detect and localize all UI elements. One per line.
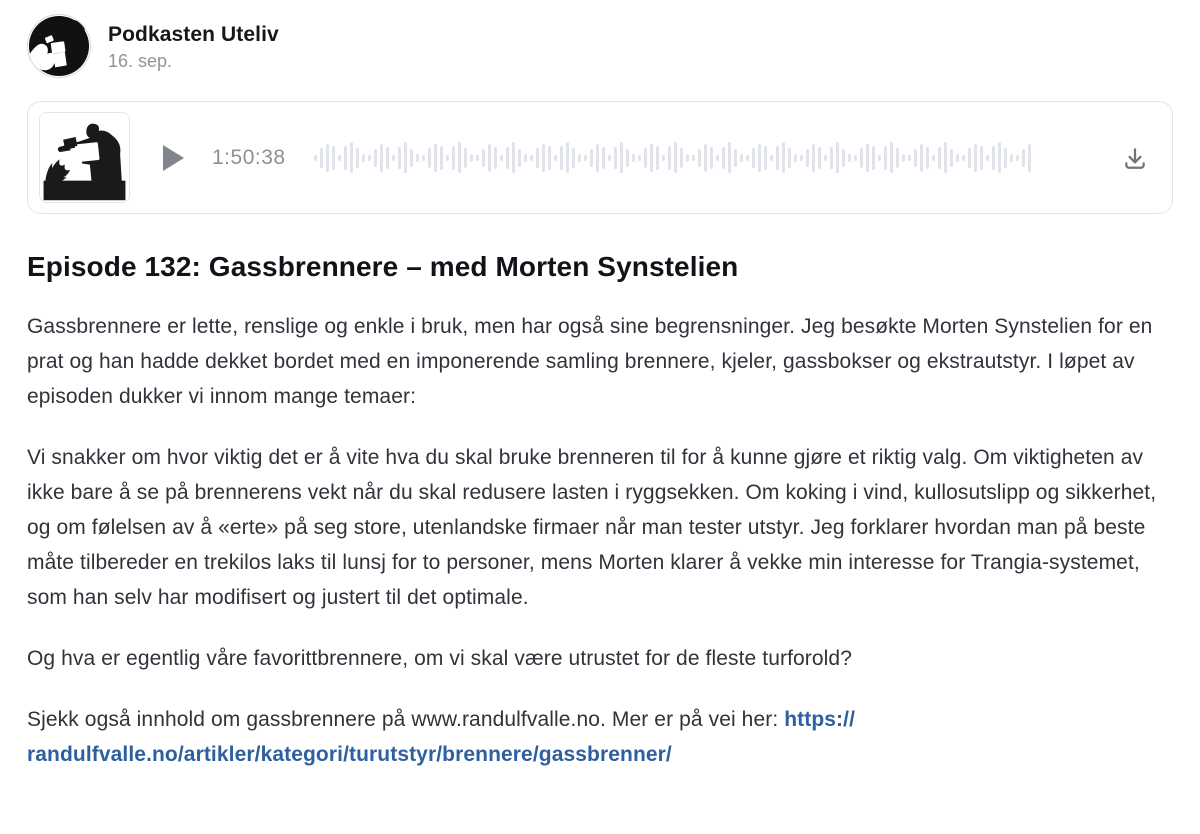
play-triangle-icon — [161, 144, 185, 172]
channel-avatar[interactable] — [27, 14, 91, 78]
channel-logo-icon — [28, 15, 90, 77]
post-header-text — [108, 21, 279, 72]
episode-title: Episode 132: Gassbrennere – med Morten Synstelien — [27, 251, 739, 282]
post-header — [27, 14, 1173, 78]
episode-artwork-icon — [40, 113, 129, 202]
post-date: 16. sep. — [108, 50, 173, 71]
episode-artwork — [39, 112, 130, 203]
link-path: randulfvalle.no/artikler/kategori/turutstyr/brennere/gassbrenner/ — [27, 743, 672, 766]
audio-player — [27, 101, 1173, 214]
episode-description — [27, 309, 1173, 772]
description-paragraph-4 — [27, 702, 1173, 772]
download-icon — [1122, 145, 1148, 171]
description-paragraph-2: Vi snakker om hvor viktig det er å vite hva du skal bruke brenneren til for å kunne gjøre et riktig valg. Om viktigheten av ikke bare å se på brennerens vekt når du skal redusere lasten i ryggsekken. Om koking i vind, kullosutslipp og sikkerhet, og om følelsen av å «erte» på seg store, utenlandske firmaer når man tester utstyr. Jeg forklarer hvordan man på beste måte tilbereder en trekilos laks til lunsj for to personer, mens Morten klarer å vekke min interesse for Trangia-systemet, som han selv har modifisert og justert til det optimale. — [27, 446, 1157, 609]
description-paragraph-3: Og hva er egentlig våre favorittbrennere, om vi skal være utrustet for de fleste turforold? — [27, 647, 852, 670]
waveform[interactable] — [314, 138, 1098, 178]
link-scheme: https:// — [784, 708, 856, 731]
outro-text: Sjekk også innhold om gassbrennere på www.randulfvalle.no. Mer er på vei her: — [27, 708, 785, 731]
download-button[interactable] — [1120, 143, 1150, 173]
episode-duration: 1:50:38 — [212, 145, 286, 169]
channel-name[interactable]: Podkasten Uteliv — [108, 22, 279, 46]
play-button[interactable] — [160, 143, 186, 173]
description-paragraph-1: Gassbrennere er lette, renslige og enkle i bruk, men har også sine begrensninger. Jeg besøkte Morten Synstelien for en prat og han hadde dekket bordet med en imponerende samling brennere, kjeler, gassbokser og ekstrautstyr. I løpet av episoden dukker vi innom mange temaer: — [27, 315, 1153, 408]
